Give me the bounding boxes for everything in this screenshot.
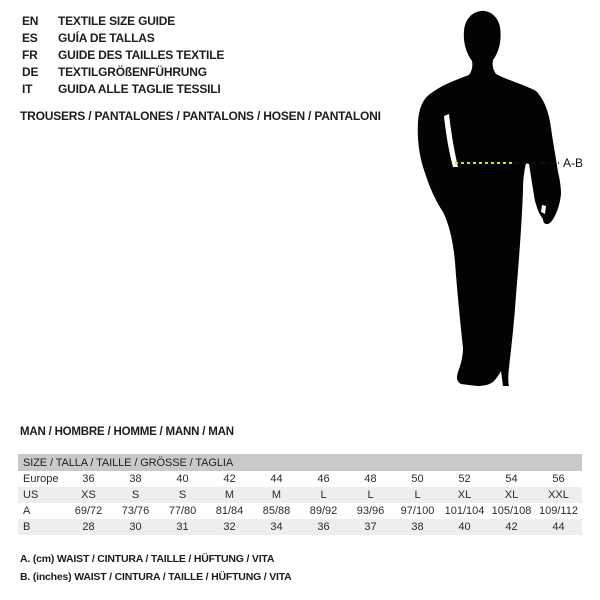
size-cell: 81/84 (215, 505, 244, 517)
table-row (18, 487, 582, 503)
size-cell: 28 (65, 519, 112, 535)
size-table-header: SIZE / TALLA / TAILLE / GRÖSSE / TAGLIA (18, 454, 582, 471)
table-row (18, 503, 582, 519)
man-silhouette (418, 11, 561, 386)
language-row (22, 64, 224, 81)
size-cell: XXL (535, 487, 582, 503)
language-guide (22, 13, 224, 98)
size-cell: 31 (159, 519, 206, 535)
size-cell: M (206, 487, 253, 503)
size-cell: 36 (300, 519, 347, 535)
size-cell: 69/72 (74, 505, 103, 517)
size-cell: 44 (535, 519, 582, 535)
size-cell: 97/100 (400, 505, 435, 517)
size-cell: M (253, 487, 300, 503)
size-cell: L (347, 487, 394, 503)
size-cell: 44 (270, 473, 283, 485)
size-cell: 56 (552, 473, 565, 485)
size-cell: 54 (505, 473, 518, 485)
size-cell: 52 (458, 473, 471, 485)
size-cell: L (394, 487, 441, 503)
size-cell: 30 (112, 519, 159, 535)
language-code: IT (22, 82, 33, 96)
size-cell: L (300, 487, 347, 503)
size-cell: 105/108 (491, 505, 532, 517)
size-cell: 40 (176, 473, 189, 485)
row-label: Europe (23, 473, 59, 485)
size-cell: 42 (488, 519, 535, 535)
language-code: ES (22, 31, 38, 45)
size-cell: 34 (253, 519, 300, 535)
category-title: TROUSERS / PANTALONES / PANTALONS / HOSEN / PANTALONI (20, 109, 381, 123)
size-table (18, 454, 582, 535)
language-row (22, 13, 224, 30)
size-cell: 89/92 (309, 505, 338, 517)
size-cell: 46 (317, 473, 330, 485)
language-code: DE (22, 65, 39, 79)
table-row (18, 471, 582, 487)
man-silhouette-svg (385, 0, 600, 420)
language-code: EN (22, 14, 39, 28)
footnote: A. (cm) WAIST / CINTURA / TAILLE / HÜFTUNG / VITA (20, 553, 275, 565)
row-label: US (18, 487, 65, 503)
man-silhouette-figure (385, 0, 600, 420)
language-title: GUIDA ALLE TAGLIE TESSILI (58, 82, 221, 96)
size-cell: 85/88 (262, 505, 291, 517)
size-cell: XL (441, 487, 488, 503)
table-row (18, 519, 582, 535)
size-cell: 93/96 (356, 505, 385, 517)
language-row (22, 47, 224, 64)
size-cell: 36 (82, 473, 95, 485)
size-cell: XS (65, 487, 112, 503)
size-cell: XL (488, 487, 535, 503)
size-table-header-row (18, 454, 582, 471)
size-cell: 42 (223, 473, 236, 485)
language-row (22, 81, 224, 98)
size-table-body (18, 471, 582, 535)
size-cell: S (112, 487, 159, 503)
size-cell: 48 (364, 473, 377, 485)
language-title: GUIDE DES TAILLES TEXTILE (58, 48, 225, 62)
footnotes (20, 551, 292, 586)
measure-label: A-B (563, 156, 584, 170)
size-cell: 77/80 (168, 505, 197, 517)
language-row (22, 30, 224, 47)
section-title: MAN / HOMBRE / HOMME / MANN / MAN (20, 426, 234, 438)
size-cell: 38 (394, 519, 441, 535)
row-label: B (18, 519, 65, 535)
size-cell: 101/104 (444, 505, 485, 517)
language-title: TEXTILGRÖßENFÜHRUNG (58, 65, 207, 79)
row-label: A (23, 505, 31, 517)
size-cell: 38 (129, 473, 142, 485)
size-cell: 73/76 (121, 505, 150, 517)
size-cell: 50 (411, 473, 424, 485)
size-cell: S (159, 487, 206, 503)
language-title: TEXTILE SIZE GUIDE (58, 14, 176, 28)
size-cell: 109/112 (539, 505, 578, 517)
language-title: GUÍA DE TALLAS (58, 31, 155, 45)
language-code: FR (22, 48, 38, 62)
size-cell: 32 (206, 519, 253, 535)
size-cell: 40 (441, 519, 488, 535)
footnote: B. (inches) WAIST / CINTURA / TAILLE / HÜFTUNG / VITA (20, 570, 292, 583)
size-cell: 37 (347, 519, 394, 535)
